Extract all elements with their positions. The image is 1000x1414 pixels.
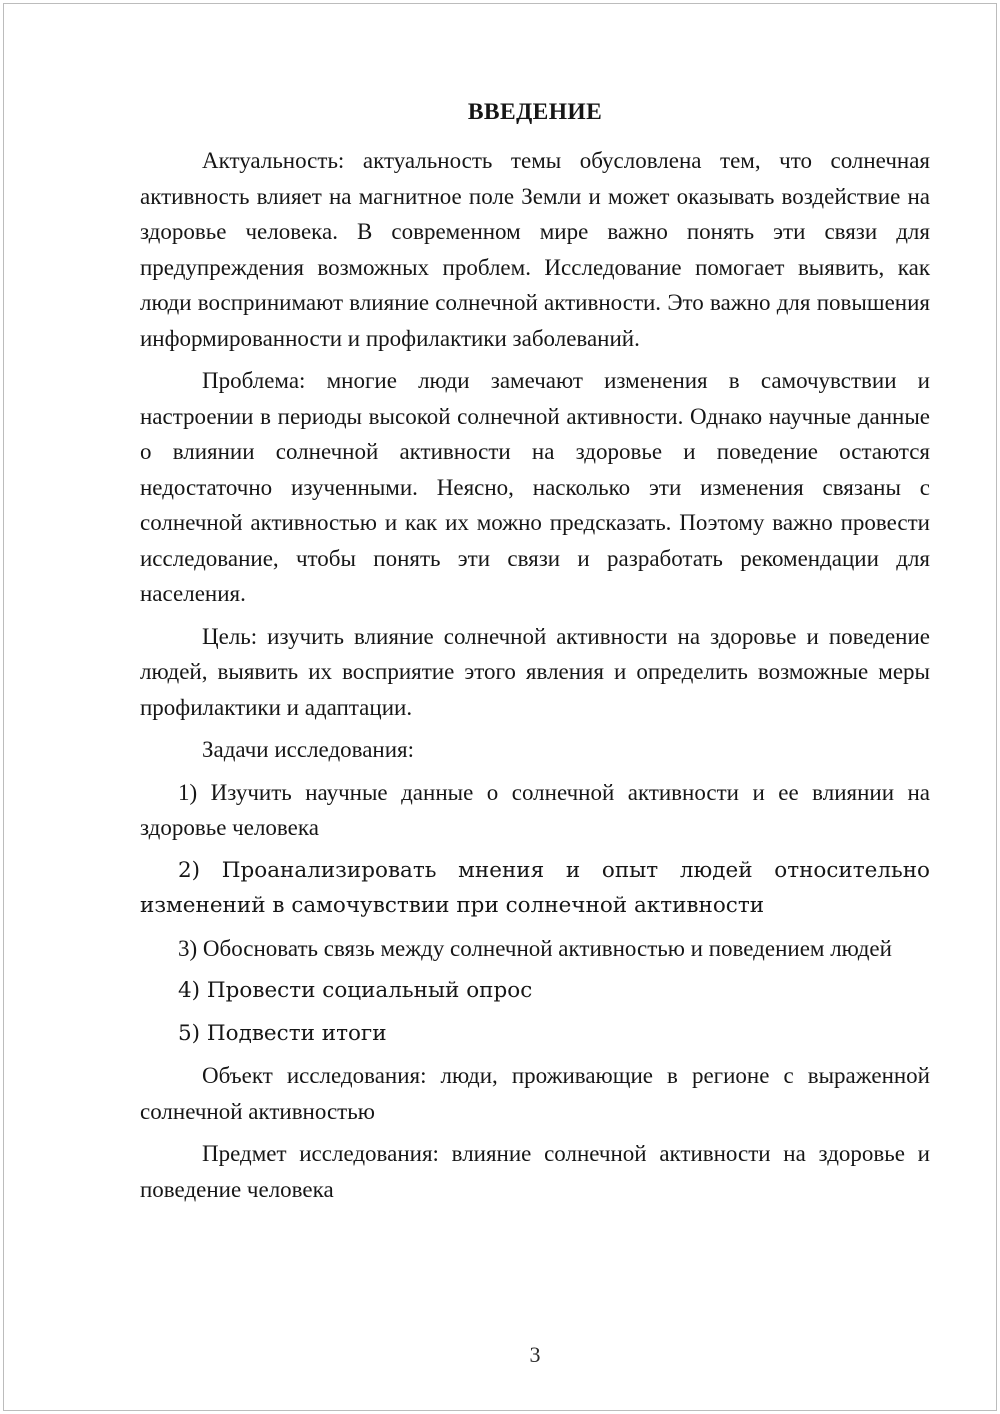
page-title: ВВЕДЕНИЕ: [467, 99, 603, 125]
paragraph-goal: Цель: изучить влияние солнечной активности на здоровье и поведение людей, выявить их восприятие этого явления и определить возможные меры профилактики и адаптации.: [140, 623, 930, 720]
task-item-3: 3) Обосновать связь между солнечной активностью и поведением людей: [178, 935, 892, 961]
page-number: 3: [529, 1342, 541, 1367]
task-item-5: 5) Подвести итоги: [178, 1020, 387, 1046]
paragraph-relevance: Актуальность: актуальность темы обусловлена тем, что солнечная активность влияет на магнитное поле Земли и может оказывать воздействие на здоровье человека. В современном мире важно понять эти связи для предупреждения возможных проблем. Исследование помогает выявить, как люди воспринимают влияние солнечной активности. Это важно для повышения информированности и профилактики заболеваний.: [140, 148, 930, 351]
tasks-heading: Задачи исследования:: [202, 737, 415, 762]
document-content: [140, 95, 930, 1214]
paragraph-problem: Проблема: многие люди замечают изменения в самочувствии и настроении в периоды высокой солнечной активности. Однако научные данные о влиянии солнечной активности на здоровье и поведение остаются недостаточно изученными. Неясно, насколько эти изменения связаны с солнечной активностью и как их можно предсказать. Поэтому важно провести исследование, чтобы понять эти связи и разработать рекомендации для населения.: [140, 368, 930, 606]
task-item-4: 4) Провести социальный опрос: [178, 978, 533, 1003]
task-item-1: 1) Изучить научные данные о солнечной активности и ее влиянии на здоровье человека: [140, 779, 930, 840]
paragraph-subject: Предмет исследования: влияние солнечной активности на здоровье и поведение человека: [140, 1141, 930, 1202]
paragraph-object: Объект исследования: люди, проживающие в регионе с выраженной солнечной активностью: [140, 1063, 930, 1124]
task-item-2: 2) Проанализировать мнения и опыт людей относительно изменений в самочувствии при солнечной активности: [140, 857, 930, 918]
